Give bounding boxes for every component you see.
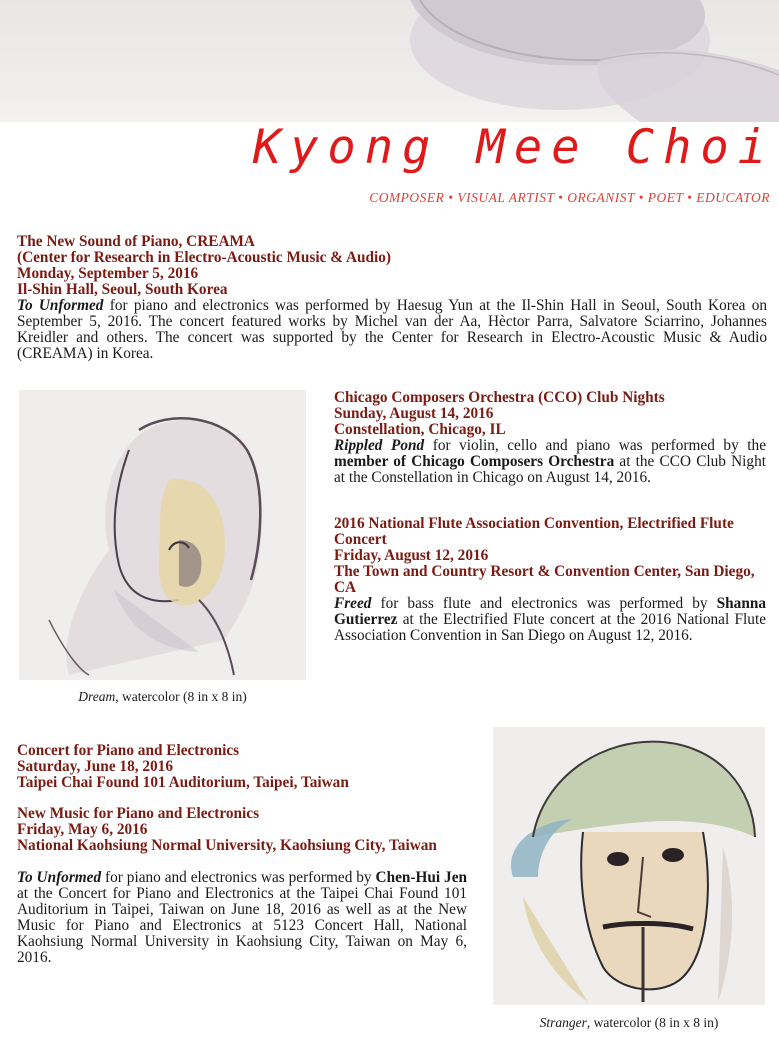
- event-description: Rippled Pond for violin, cello and piano was performed by the member of Chicago Composers Orchestra at the CCO Club Night at the Constellation in Chicago on August 14, 2016.: [334, 437, 766, 486]
- artist-name: Kyong Mee Choi: [252, 120, 775, 175]
- event-date: Monday, September 5, 2016: [17, 265, 199, 282]
- event-venue: The Town and Country Resort & Convention Center, San Diego, CA: [334, 563, 755, 596]
- performer-name: Chen-Hui Jen: [375, 869, 467, 886]
- event-title: 2016 National Flute Association Convention, Electrified Flute Concert: [334, 515, 734, 548]
- event-date: Friday, May 6, 2016: [17, 821, 148, 838]
- event-kaohsiung: [17, 806, 467, 966]
- event-title: The New Sound of Piano, CREAMA: [17, 233, 255, 250]
- event-nfa: [334, 516, 766, 644]
- dream-caption: Dream, watercolor (8 in x 8 in): [78, 689, 247, 704]
- event-venue: National Kaohsiung Normal University, Kaohsiung City, Taiwan: [17, 837, 437, 854]
- performer-name: member of Chicago Composers Orchestra: [334, 453, 615, 470]
- work-title: Freed: [334, 595, 372, 612]
- event-subtitle: (Center for Research in Electro-Acoustic Music & Audio): [17, 249, 392, 266]
- event-cco: [334, 390, 766, 486]
- event-description: To Unformed for piano and electronics was performed by Chen-Hui Jen at the Concert for Piano and Electronics at the Taipei Chai Found 101 Auditorium in Taipei, Taiwan on June 18, 2016 as well as at the New Music for Piano and Electronics at 5123 Concert Hall, National Kaohsiung Normal University in Kaohsiung City, Taiwan on May 6, 2016.: [17, 869, 467, 966]
- stranger-watercolor-image: [493, 727, 765, 1005]
- event-date: Sunday, August 14, 2016: [334, 405, 494, 422]
- performer-name: Shanna Gutierrez: [334, 595, 766, 628]
- stranger-caption: Stranger, watercolor (8 in x 8 in): [539, 1015, 719, 1030]
- dream-watercolor-image: [19, 390, 306, 680]
- work-title: To Unformed: [17, 297, 104, 314]
- header-banner-painting: [0, 0, 779, 122]
- stranger-title: Stranger: [539, 1015, 587, 1030]
- event-title: Chicago Composers Orchestra (CCO) Club Nights: [334, 389, 665, 406]
- work-title: Rippled Pond: [334, 437, 425, 454]
- artist-tagline: COMPOSER • VISUAL ARTIST • ORGANIST • POET • EDUCATOR: [369, 190, 770, 205]
- event-date: Friday, August 12, 2016: [334, 547, 489, 564]
- event-title: New Music for Piano and Electronics: [17, 805, 260, 822]
- event-title: Concert for Piano and Electronics: [17, 742, 240, 759]
- event-creama: [17, 234, 767, 362]
- work-title: To Unformed: [17, 869, 102, 886]
- dream-title: Dream: [78, 689, 116, 704]
- event-taipei: [17, 743, 467, 791]
- event-venue: Il-Shin Hall, Seoul, South Korea: [17, 281, 228, 298]
- event-description: Freed for bass flute and electronics was performed by Shanna Gutierrez at the Electrified Flute concert at the 2016 National Flute Association Convention in San Diego on August 12, 2016.: [334, 595, 766, 644]
- event-description: To Unformed for piano and electronics was performed by Haesug Yun at the Il-Shin Hall in Seoul, South Korea on September 5, 2016. The concert featured works by Michel van der Aa, Hèctor Parra, Salvatore Sciarrino, Johannes Kreidler and others. The concert was supported by the Center for Research in Electro-Acoustic Music & Audio (CREAMA) in Korea.: [17, 297, 768, 362]
- event-date: Saturday, June 18, 2016: [17, 758, 173, 775]
- event-venue: Taipei Chai Found 101 Auditorium, Taipei, Taiwan: [17, 774, 349, 791]
- event-venue: Constellation, Chicago, IL: [334, 421, 506, 438]
